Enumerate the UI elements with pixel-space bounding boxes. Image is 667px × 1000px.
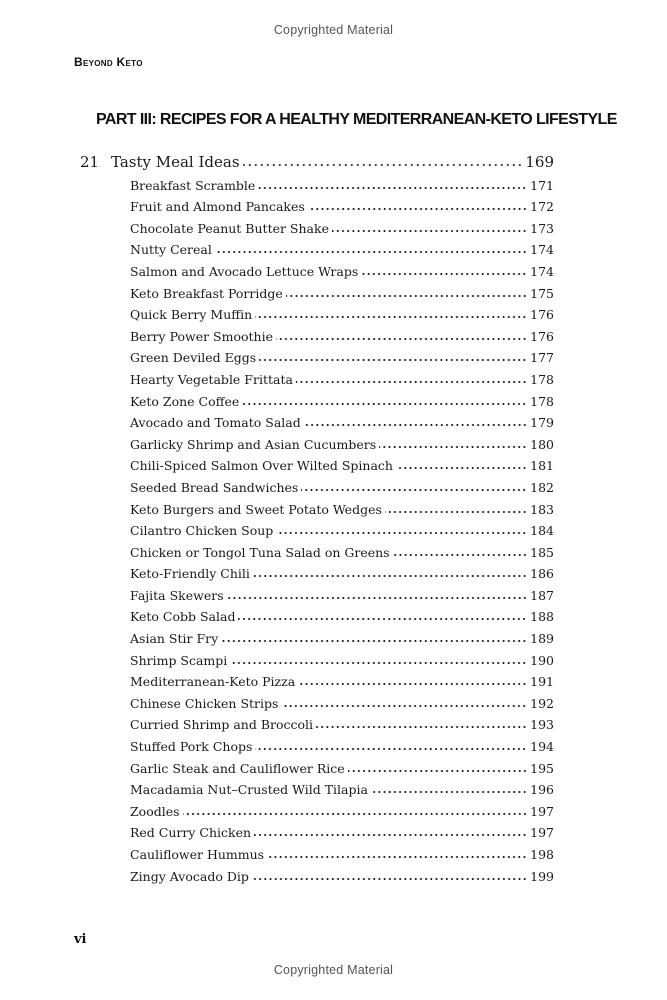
toc-entry[interactable]: [130, 733, 554, 755]
entry-page-number: 176: [530, 307, 554, 323]
dot-leader: [332, 229, 527, 233]
entry-page-number: 197: [530, 825, 554, 841]
dot-leader: [308, 207, 527, 211]
toc-entry[interactable]: [130, 280, 554, 302]
entry-title: Stuffed Pork Chops: [130, 739, 253, 755]
page-folio: vi: [74, 932, 87, 947]
entry-title: Zoodles: [130, 803, 180, 819]
entry-title: Mediterranean-Keto Pizza: [130, 674, 296, 690]
toc-entry[interactable]: [130, 237, 554, 259]
dot-leader: [361, 272, 527, 276]
entry-page-number: 193: [530, 717, 554, 733]
entry-title: Garlicky Shrimp and Asian Cucumbers: [130, 436, 377, 452]
toc-entry[interactable]: [130, 798, 554, 820]
toc-entry[interactable]: [130, 323, 554, 345]
dot-leader: [379, 445, 527, 449]
entry-page-number: 187: [530, 587, 554, 603]
toc-entry[interactable]: [130, 431, 554, 453]
dot-leader: [227, 596, 528, 600]
toc-entry[interactable]: [130, 518, 554, 540]
entry-title: Fajita Skewers: [130, 587, 224, 603]
entry-title: Chocolate Peanut Butter Shake: [130, 220, 329, 236]
toc-entry[interactable]: [130, 258, 554, 280]
entry-title: Breakfast Scramble: [130, 177, 256, 193]
entry-page-number: 184: [530, 523, 554, 539]
entry-page-number: 180: [530, 436, 554, 452]
dot-leader: [242, 402, 527, 406]
dot-leader: [348, 769, 528, 773]
entry-page-number: 196: [530, 782, 554, 798]
entry-page-number: 179: [530, 415, 554, 431]
toc-entry[interactable]: [130, 690, 554, 712]
entry-page-number: 174: [530, 263, 554, 279]
entry-page-number: 189: [530, 631, 554, 647]
entry-title: Red Curry Chicken: [130, 825, 252, 841]
entry-page-number: 172: [530, 199, 554, 215]
dot-leader: [258, 186, 527, 190]
toc-entry[interactable]: [130, 366, 554, 388]
dot-leader: [281, 704, 527, 708]
dot-leader: [267, 855, 527, 859]
dot-leader: [276, 531, 527, 535]
toc-entry[interactable]: [130, 302, 554, 324]
entry-list: [0, 172, 667, 885]
toc-entry[interactable]: [130, 841, 554, 863]
dot-leader: [396, 466, 527, 470]
toc-entry[interactable]: [130, 453, 554, 475]
entry-page-number: 178: [530, 371, 554, 387]
dot-leader: [393, 553, 528, 557]
dot-leader: [252, 877, 527, 881]
entry-page-number: 173: [530, 220, 554, 236]
entry-title: Cauliflower Hummus: [130, 847, 265, 862]
entry-page-number: 171: [530, 177, 554, 193]
entry-page-number: 191: [530, 674, 554, 690]
toc-entry[interactable]: [130, 561, 554, 583]
toc-entry[interactable]: [130, 474, 554, 496]
dot-leader: [259, 358, 527, 362]
entry-title: Macadamia Nut–Crusted Wild Tilapia: [130, 782, 368, 798]
entry-title: Garlic Steak and Cauliflower Rice: [130, 760, 345, 776]
entry-page-number: 178: [530, 393, 554, 409]
entry-page-number: 185: [530, 544, 554, 560]
entry-title: Salmon and Avocado Lettuce Wraps: [130, 263, 359, 279]
toc-entry[interactable]: [130, 539, 554, 561]
part-title: PART III: RECIPES FOR A HEALTHY MEDITERRANEAN-KETO LIFESTYLE: [96, 111, 617, 128]
entry-title: Fruit and Almond Pancakes: [130, 199, 305, 215]
dot-leader: [243, 163, 523, 167]
entry-title: Nutty Cereal: [130, 242, 212, 258]
entry-title: Cilantro Chicken Soup: [130, 523, 274, 539]
copyright-notice-top: Copyrighted Material: [273, 23, 394, 37]
entry-page-number: 176: [530, 328, 554, 344]
dot-leader: [296, 380, 527, 384]
dot-leader: [255, 315, 527, 319]
entry-title: Keto Cobb Salad: [130, 609, 236, 625]
entry-page-number: 177: [530, 350, 554, 366]
entry-title: Avocado and Tomato Salad: [130, 415, 301, 431]
running-head: Beyond Keto: [74, 55, 143, 69]
dot-leader: [371, 790, 527, 794]
entry-title: Keto Breakfast Porridge: [130, 285, 283, 301]
entry-page-number: 190: [530, 652, 554, 668]
toc-entry[interactable]: [130, 647, 554, 669]
dot-leader: [304, 423, 527, 427]
toc-entry[interactable]: [130, 863, 554, 885]
dot-leader: [183, 812, 528, 816]
toc-entry[interactable]: [130, 194, 554, 216]
entry-page-number: 175: [530, 285, 554, 301]
entry-page-number: 186: [530, 566, 554, 582]
toc-entry[interactable]: [130, 582, 554, 604]
entry-page-number: 194: [530, 739, 554, 755]
entry-title: Green Deviled Eggs: [130, 350, 257, 366]
toc-entry[interactable]: [130, 712, 554, 734]
entry-title: Asian Stir Fry: [130, 631, 219, 647]
entry-title: Keto Zone Coffee: [130, 393, 240, 409]
toc-entry[interactable]: [130, 410, 554, 432]
entry-page-number: 198: [530, 847, 554, 862]
chapter-page-number: 169: [525, 153, 554, 171]
toc-entry[interactable]: [130, 496, 554, 518]
entry-title: Seeded Bread Sandwiches: [130, 479, 299, 495]
entry-page-number: 174: [530, 242, 554, 258]
entry-title: Hearty Vegetable Frittata: [130, 371, 293, 387]
table-of-contents: [0, 148, 667, 885]
toc-entry[interactable]: [130, 172, 554, 194]
chapter-title: Tasty Meal Ideas: [111, 153, 240, 171]
dot-leader: [276, 337, 527, 341]
dot-leader: [221, 639, 527, 643]
entry-title: Chili-Spiced Salmon Over Wilted Spinach: [130, 458, 393, 474]
dot-leader: [254, 833, 527, 837]
toc-entry[interactable]: [130, 388, 554, 410]
entry-title: Curried Shrimp and Broccoli: [130, 717, 314, 733]
dot-leader: [286, 294, 527, 298]
entry-page-number: 192: [530, 695, 554, 711]
dot-leader: [255, 747, 527, 751]
toc-entry[interactable]: [130, 820, 554, 842]
dot-leader: [301, 488, 527, 492]
entry-title: Berry Power Smoothie: [130, 328, 273, 344]
toc-entry[interactable]: [130, 777, 554, 799]
dot-leader: [385, 510, 527, 514]
chapter-row[interactable]: [80, 148, 554, 172]
toc-entry[interactable]: [130, 669, 554, 691]
entry-page-number: 182: [530, 479, 554, 495]
entry-title: Keto Burgers and Sweet Potato Wedges: [130, 501, 382, 517]
entry-page-number: 181: [530, 458, 554, 474]
toc-entry[interactable]: [130, 604, 554, 626]
toc-entry[interactable]: [130, 345, 554, 367]
toc-entry[interactable]: [130, 625, 554, 647]
dot-leader: [298, 682, 527, 686]
dot-leader: [215, 250, 527, 254]
toc-entry[interactable]: [130, 755, 554, 777]
dot-leader: [230, 661, 527, 665]
entry-page-number: 188: [530, 609, 554, 625]
entry-title: Keto-Friendly Chili: [130, 566, 250, 582]
toc-entry[interactable]: [130, 215, 554, 237]
entry-title: Chinese Chicken Strips: [130, 695, 279, 711]
entry-title: Zingy Avocado Dip: [130, 868, 249, 884]
entry-page-number: 183: [530, 501, 554, 517]
dot-leader: [316, 725, 527, 729]
entry-title: Chicken or Tongol Tuna Salad on Greens: [130, 544, 390, 560]
entry-page-number: 195: [530, 760, 554, 776]
entry-page-number: 199: [530, 868, 554, 884]
copyright-notice-bottom: Copyrighted Material: [273, 963, 394, 977]
dot-leader: [253, 574, 527, 578]
entry-page-number: 197: [530, 803, 554, 819]
chapter-number: 21: [80, 153, 100, 171]
entry-title: Shrimp Scampi: [130, 652, 228, 668]
entry-title: Quick Berry Muffin: [130, 307, 253, 323]
dot-leader: [238, 617, 527, 621]
